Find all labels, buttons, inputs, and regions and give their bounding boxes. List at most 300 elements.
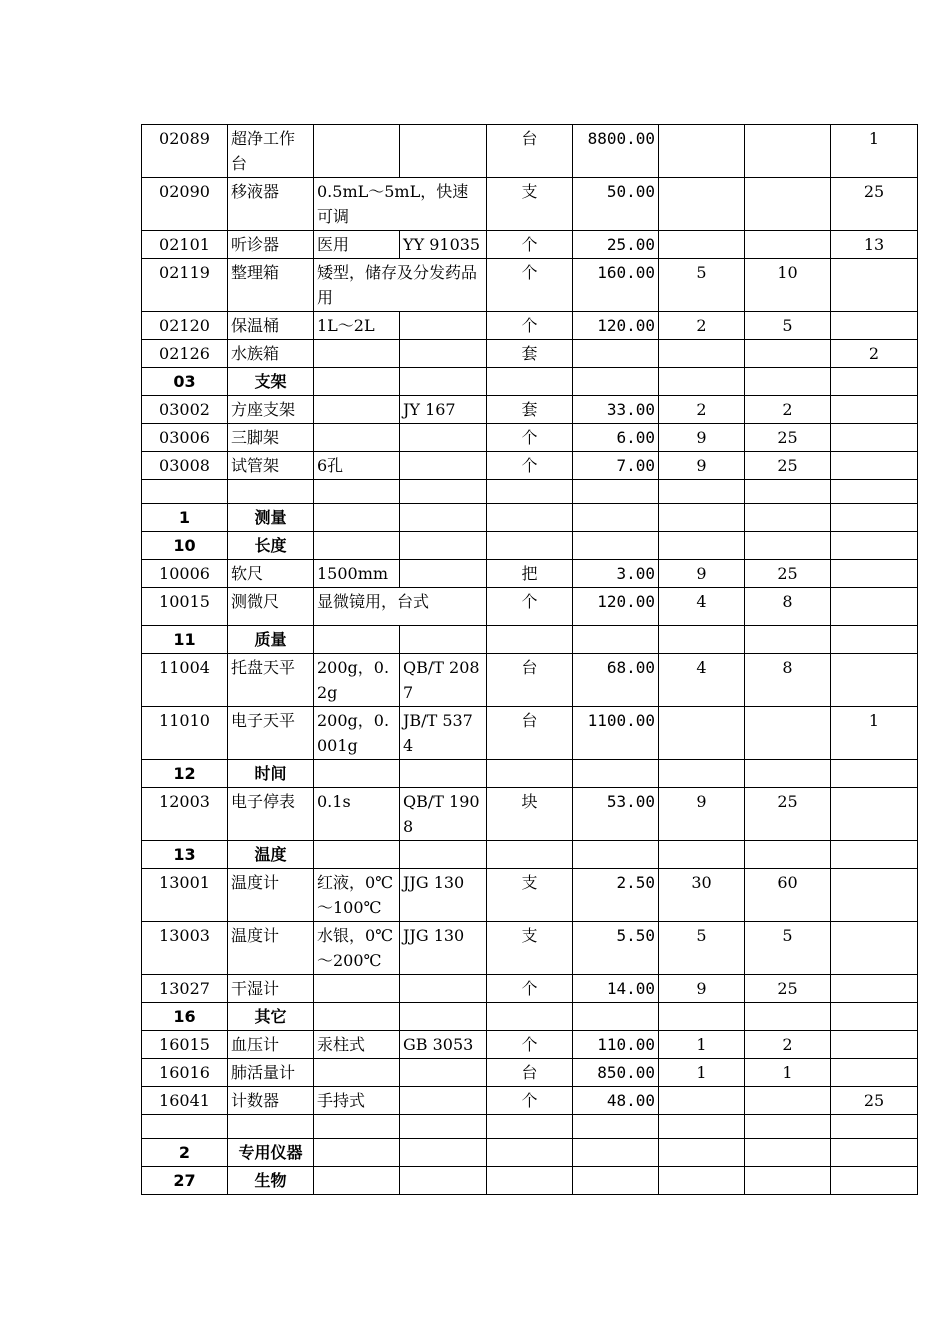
unit-cell: 个	[487, 1031, 573, 1059]
quantity-c-cell	[831, 560, 918, 588]
code-cell: 10006	[142, 560, 228, 588]
quantity-c-cell	[831, 654, 918, 707]
empty-cell	[745, 1115, 831, 1139]
empty-cell	[573, 532, 659, 560]
spec-cell: 红液，0℃～100℃	[314, 869, 400, 922]
category-row	[142, 368, 918, 396]
standard-cell: JY 167	[400, 396, 487, 424]
quantity-c-cell: 1	[831, 707, 918, 760]
price-cell: 1100.00	[573, 707, 659, 760]
empty-cell	[831, 532, 918, 560]
unit-cell: 个	[487, 1087, 573, 1115]
category-row	[142, 532, 918, 560]
code-cell: 11010	[142, 707, 228, 760]
quantity-b-cell: 8	[745, 654, 831, 707]
empty-cell	[487, 841, 573, 869]
empty-cell	[659, 1139, 745, 1167]
empty-cell	[487, 626, 573, 654]
spec-cell: 200g，0.001g	[314, 707, 400, 760]
quantity-c-cell	[831, 259, 918, 312]
quantity-b-cell: 2	[745, 396, 831, 424]
empty-cell	[573, 1167, 659, 1195]
table-row	[142, 231, 918, 259]
quantity-b-cell: 5	[745, 312, 831, 340]
empty-cell	[487, 1115, 573, 1139]
category-name-cell: 质量	[228, 626, 314, 654]
category-code-cell: 10	[142, 532, 228, 560]
empty-cell	[659, 480, 745, 504]
empty-cell	[400, 368, 487, 396]
unit-cell: 个	[487, 259, 573, 312]
table-row	[142, 869, 918, 922]
code-cell: 02119	[142, 259, 228, 312]
table-row	[142, 788, 918, 841]
unit-cell: 支	[487, 922, 573, 975]
category-name-cell: 专用仪器	[228, 1139, 314, 1167]
code-cell: 13001	[142, 869, 228, 922]
empty-cell	[745, 1003, 831, 1031]
standard-cell	[400, 975, 487, 1003]
empty-cell	[831, 626, 918, 654]
name-cell: 保温桶	[228, 312, 314, 340]
spec-cell: 手持式	[314, 1087, 400, 1115]
quantity-a-cell: 2	[659, 312, 745, 340]
category-row	[142, 841, 918, 869]
quantity-b-cell: 10	[745, 259, 831, 312]
quantity-c-cell	[831, 922, 918, 975]
price-cell: 68.00	[573, 654, 659, 707]
empty-cell	[745, 532, 831, 560]
empty-cell	[745, 480, 831, 504]
code-cell: 10015	[142, 588, 228, 626]
empty-cell	[831, 760, 918, 788]
quantity-b-cell: 5	[745, 922, 831, 975]
quantity-a-cell: 4	[659, 654, 745, 707]
code-cell: 13003	[142, 922, 228, 975]
standard-cell	[400, 312, 487, 340]
quantity-b-cell: 25	[745, 788, 831, 841]
name-cell: 水族箱	[228, 340, 314, 368]
category-code-cell: 2	[142, 1139, 228, 1167]
quantity-c-cell	[831, 788, 918, 841]
empty-cell	[745, 760, 831, 788]
code-cell: 16016	[142, 1059, 228, 1087]
category-name-cell: 生物	[228, 1167, 314, 1195]
table-row	[142, 125, 918, 178]
price-cell: 25.00	[573, 231, 659, 259]
unit-cell: 台	[487, 125, 573, 178]
table-row	[142, 340, 918, 368]
quantity-b-cell	[745, 231, 831, 259]
category-row	[142, 626, 918, 654]
price-cell: 8800.00	[573, 125, 659, 178]
name-cell: 温度计	[228, 869, 314, 922]
name-cell: 测微尺	[228, 588, 314, 626]
quantity-b-cell: 1	[745, 1059, 831, 1087]
price-cell: 48.00	[573, 1087, 659, 1115]
empty-cell	[400, 1003, 487, 1031]
code-cell: 02126	[142, 340, 228, 368]
category-row	[142, 1003, 918, 1031]
empty-cell	[573, 1003, 659, 1031]
empty-cell	[487, 760, 573, 788]
table-row	[142, 975, 918, 1003]
code-cell: 16041	[142, 1087, 228, 1115]
empty-cell	[314, 368, 400, 396]
empty-cell	[831, 1167, 918, 1195]
quantity-a-cell: 30	[659, 869, 745, 922]
price-cell: 50.00	[573, 178, 659, 231]
table-body	[142, 125, 918, 1195]
table-row	[142, 312, 918, 340]
empty-cell	[487, 368, 573, 396]
empty-cell	[228, 1115, 314, 1139]
price-cell: 53.00	[573, 788, 659, 841]
unit-cell: 个	[487, 231, 573, 259]
blank-row	[142, 480, 918, 504]
name-cell: 血压计	[228, 1031, 314, 1059]
quantity-a-cell: 9	[659, 788, 745, 841]
quantity-a-cell	[659, 231, 745, 259]
quantity-b-cell: 60	[745, 869, 831, 922]
empty-cell	[487, 1139, 573, 1167]
standard-cell	[400, 452, 487, 480]
empty-cell	[831, 480, 918, 504]
table-row	[142, 654, 918, 707]
table-row	[142, 396, 918, 424]
empty-cell	[314, 1167, 400, 1195]
code-cell: 11004	[142, 654, 228, 707]
category-name-cell: 长度	[228, 532, 314, 560]
empty-cell	[573, 1139, 659, 1167]
quantity-a-cell	[659, 707, 745, 760]
standard-cell	[400, 340, 487, 368]
empty-cell	[745, 1167, 831, 1195]
quantity-b-cell: 8	[745, 588, 831, 626]
quantity-c-cell	[831, 424, 918, 452]
empty-cell	[400, 626, 487, 654]
unit-cell: 把	[487, 560, 573, 588]
code-cell: 13027	[142, 975, 228, 1003]
quantity-a-cell: 1	[659, 1059, 745, 1087]
quantity-c-cell	[831, 312, 918, 340]
empty-cell	[400, 532, 487, 560]
spec-cell	[314, 396, 400, 424]
unit-cell: 套	[487, 340, 573, 368]
standard-cell	[400, 1059, 487, 1087]
quantity-a-cell	[659, 1087, 745, 1115]
quantity-c-cell	[831, 869, 918, 922]
spec-cell: 显微镜用，台式	[314, 588, 487, 626]
unit-cell: 个	[487, 452, 573, 480]
empty-cell	[831, 1139, 918, 1167]
empty-cell	[400, 1139, 487, 1167]
code-cell: 03002	[142, 396, 228, 424]
spec-cell: 6孔	[314, 452, 400, 480]
table-row	[142, 707, 918, 760]
table-row	[142, 560, 918, 588]
blank-row	[142, 1115, 918, 1139]
quantity-a-cell	[659, 125, 745, 178]
standard-cell: JJG 130	[400, 922, 487, 975]
unit-cell: 台	[487, 654, 573, 707]
quantity-a-cell: 9	[659, 424, 745, 452]
table-row	[142, 259, 918, 312]
spec-cell: 1500mm	[314, 560, 400, 588]
empty-cell	[400, 1167, 487, 1195]
empty-cell	[659, 368, 745, 396]
category-code-cell: 11	[142, 626, 228, 654]
quantity-a-cell	[659, 340, 745, 368]
price-cell: 14.00	[573, 975, 659, 1003]
category-row	[142, 1139, 918, 1167]
standard-cell: JJG 130	[400, 869, 487, 922]
empty-cell	[487, 504, 573, 532]
category-row	[142, 1167, 918, 1195]
quantity-c-cell	[831, 975, 918, 1003]
quantity-c-cell	[831, 1031, 918, 1059]
category-row	[142, 504, 918, 532]
price-cell: 120.00	[573, 312, 659, 340]
code-cell: 12003	[142, 788, 228, 841]
empty-cell	[314, 480, 400, 504]
empty-cell	[314, 504, 400, 532]
standard-cell	[400, 125, 487, 178]
quantity-c-cell	[831, 452, 918, 480]
empty-cell	[487, 1167, 573, 1195]
quantity-b-cell: 25	[745, 560, 831, 588]
empty-cell	[487, 1003, 573, 1031]
empty-cell	[659, 532, 745, 560]
code-cell: 03008	[142, 452, 228, 480]
category-code-cell: 03	[142, 368, 228, 396]
spec-cell	[314, 125, 400, 178]
empty-cell	[142, 1115, 228, 1139]
quantity-b-cell: 2	[745, 1031, 831, 1059]
empty-cell	[487, 532, 573, 560]
empty-cell	[659, 1167, 745, 1195]
standard-cell	[400, 424, 487, 452]
quantity-b-cell	[745, 125, 831, 178]
empty-cell	[573, 480, 659, 504]
quantity-c-cell: 1	[831, 125, 918, 178]
equipment-table	[141, 124, 918, 1195]
table-row	[142, 588, 918, 626]
code-cell: 02101	[142, 231, 228, 259]
spec-cell: 0.1s	[314, 788, 400, 841]
empty-cell	[228, 480, 314, 504]
quantity-b-cell: 25	[745, 452, 831, 480]
code-cell: 02090	[142, 178, 228, 231]
empty-cell	[314, 626, 400, 654]
table-row	[142, 178, 918, 231]
quantity-b-cell: 25	[745, 975, 831, 1003]
quantity-a-cell: 5	[659, 922, 745, 975]
empty-cell	[745, 368, 831, 396]
empty-cell	[314, 760, 400, 788]
table-row	[142, 452, 918, 480]
name-cell: 方座支架	[228, 396, 314, 424]
quantity-c-cell: 25	[831, 1087, 918, 1115]
spec-cell: 水银，0℃～200℃	[314, 922, 400, 975]
table-row	[142, 424, 918, 452]
empty-cell	[745, 626, 831, 654]
empty-cell	[659, 504, 745, 532]
price-cell: 33.00	[573, 396, 659, 424]
price-cell: 160.00	[573, 259, 659, 312]
empty-cell	[142, 480, 228, 504]
price-cell: 2.50	[573, 869, 659, 922]
code-cell: 16015	[142, 1031, 228, 1059]
empty-cell	[314, 1139, 400, 1167]
name-cell: 试管架	[228, 452, 314, 480]
name-cell: 托盘天平	[228, 654, 314, 707]
standard-cell	[400, 1087, 487, 1115]
name-cell: 肺活量计	[228, 1059, 314, 1087]
empty-cell	[400, 1115, 487, 1139]
empty-cell	[831, 368, 918, 396]
unit-cell: 块	[487, 788, 573, 841]
price-cell: 850.00	[573, 1059, 659, 1087]
price-cell: 6.00	[573, 424, 659, 452]
empty-cell	[831, 841, 918, 869]
spec-cell: 0.5mL～5mL，快速可调	[314, 178, 487, 231]
spec-cell	[314, 424, 400, 452]
category-row	[142, 760, 918, 788]
name-cell: 电子天平	[228, 707, 314, 760]
price-cell	[573, 340, 659, 368]
quantity-a-cell: 2	[659, 396, 745, 424]
empty-cell	[314, 532, 400, 560]
empty-cell	[314, 841, 400, 869]
empty-cell	[573, 368, 659, 396]
spec-cell	[314, 975, 400, 1003]
empty-cell	[659, 626, 745, 654]
quantity-b-cell: 25	[745, 424, 831, 452]
standard-cell	[400, 560, 487, 588]
empty-cell	[659, 1115, 745, 1139]
empty-cell	[400, 841, 487, 869]
standard-cell: QB/T 1908	[400, 788, 487, 841]
price-cell: 3.00	[573, 560, 659, 588]
empty-cell	[573, 626, 659, 654]
spec-cell: 医用	[314, 231, 400, 259]
code-cell: 03006	[142, 424, 228, 452]
quantity-c-cell: 25	[831, 178, 918, 231]
name-cell: 干湿计	[228, 975, 314, 1003]
empty-cell	[314, 1003, 400, 1031]
empty-cell	[573, 504, 659, 532]
empty-cell	[659, 760, 745, 788]
empty-cell	[573, 841, 659, 869]
price-cell: 5.50	[573, 922, 659, 975]
standard-cell: JB/T 5374	[400, 707, 487, 760]
table-row	[142, 922, 918, 975]
empty-cell	[573, 760, 659, 788]
name-cell: 软尺	[228, 560, 314, 588]
category-code-cell: 13	[142, 841, 228, 869]
quantity-b-cell	[745, 1087, 831, 1115]
category-name-cell: 温度	[228, 841, 314, 869]
spec-cell	[314, 340, 400, 368]
quantity-c-cell	[831, 588, 918, 626]
quantity-a-cell: 9	[659, 452, 745, 480]
category-name-cell: 支架	[228, 368, 314, 396]
quantity-a-cell: 4	[659, 588, 745, 626]
empty-cell	[487, 480, 573, 504]
unit-cell: 个	[487, 975, 573, 1003]
empty-cell	[400, 760, 487, 788]
name-cell: 电子停表	[228, 788, 314, 841]
table-row	[142, 1031, 918, 1059]
code-cell: 02089	[142, 125, 228, 178]
empty-cell	[745, 841, 831, 869]
category-code-cell: 16	[142, 1003, 228, 1031]
category-name-cell: 时间	[228, 760, 314, 788]
spec-cell	[314, 1059, 400, 1087]
category-name-cell: 测量	[228, 504, 314, 532]
unit-cell: 台	[487, 707, 573, 760]
empty-cell	[400, 480, 487, 504]
spec-cell: 1L～2L	[314, 312, 400, 340]
quantity-a-cell: 9	[659, 975, 745, 1003]
empty-cell	[745, 1139, 831, 1167]
quantity-c-cell	[831, 396, 918, 424]
price-cell: 120.00	[573, 588, 659, 626]
empty-cell	[573, 1115, 659, 1139]
empty-cell	[400, 504, 487, 532]
name-cell: 超净工作台	[228, 125, 314, 178]
name-cell: 移液器	[228, 178, 314, 231]
empty-cell	[659, 841, 745, 869]
quantity-a-cell: 9	[659, 560, 745, 588]
empty-cell	[314, 1115, 400, 1139]
quantity-a-cell	[659, 178, 745, 231]
empty-cell	[745, 504, 831, 532]
unit-cell: 支	[487, 178, 573, 231]
standard-cell: QB/T 2087	[400, 654, 487, 707]
quantity-c-cell: 2	[831, 340, 918, 368]
unit-cell: 套	[487, 396, 573, 424]
price-cell: 7.00	[573, 452, 659, 480]
empty-cell	[831, 1115, 918, 1139]
category-code-cell: 1	[142, 504, 228, 532]
empty-cell	[659, 1003, 745, 1031]
spec-cell: 矮型，储存及分发药品用	[314, 259, 487, 312]
quantity-a-cell: 1	[659, 1031, 745, 1059]
name-cell: 三脚架	[228, 424, 314, 452]
standard-cell: GB 3053	[400, 1031, 487, 1059]
unit-cell: 个	[487, 312, 573, 340]
name-cell: 整理箱	[228, 259, 314, 312]
empty-cell	[831, 1003, 918, 1031]
unit-cell: 个	[487, 588, 573, 626]
category-code-cell: 27	[142, 1167, 228, 1195]
price-cell: 110.00	[573, 1031, 659, 1059]
quantity-c-cell: 13	[831, 231, 918, 259]
quantity-b-cell	[745, 178, 831, 231]
category-code-cell: 12	[142, 760, 228, 788]
code-cell: 02120	[142, 312, 228, 340]
quantity-b-cell	[745, 340, 831, 368]
name-cell: 听诊器	[228, 231, 314, 259]
unit-cell: 个	[487, 424, 573, 452]
quantity-a-cell: 5	[659, 259, 745, 312]
name-cell: 温度计	[228, 922, 314, 975]
unit-cell: 支	[487, 869, 573, 922]
quantity-c-cell	[831, 1059, 918, 1087]
spec-cell: 汞柱式	[314, 1031, 400, 1059]
